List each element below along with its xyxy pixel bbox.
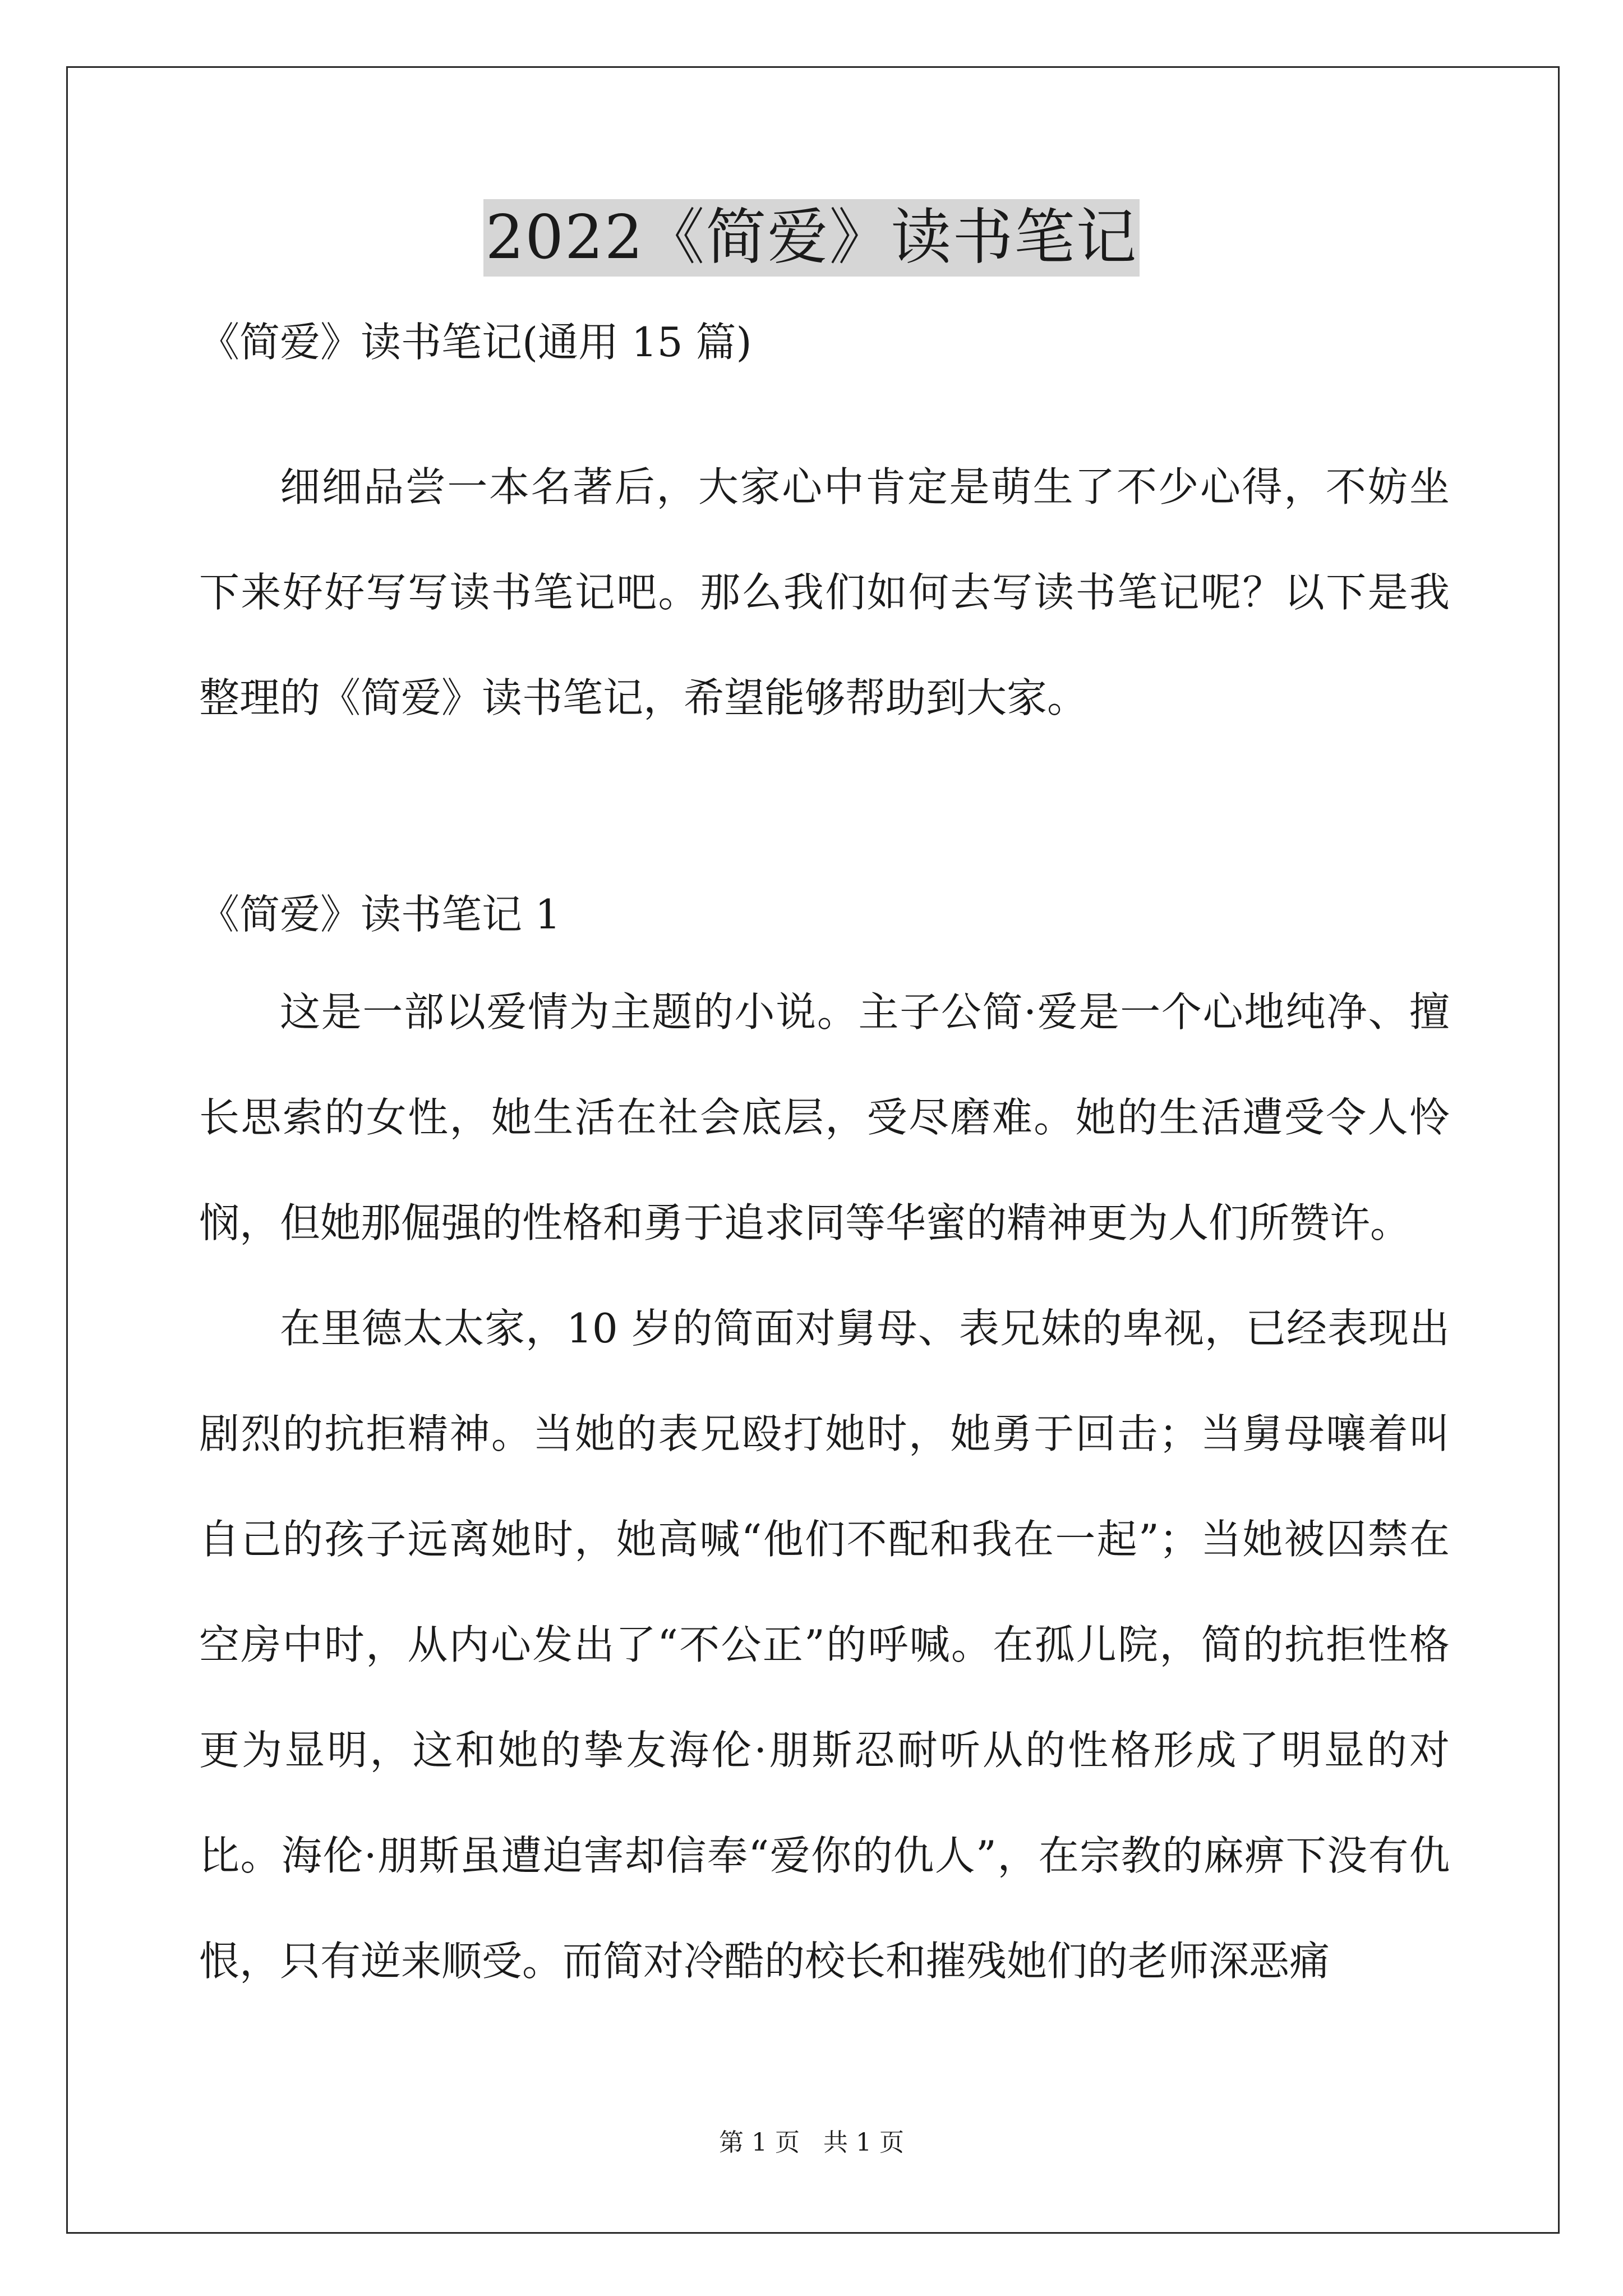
title-container — [0, 199, 1623, 277]
page-footer: 第 1 页 共 1 页 — [719, 2128, 904, 2157]
section-heading: 《简爱》读书笔记 1 — [199, 891, 561, 938]
intro-paragraph: 细细品尝一本名著后，大家心中肯定是萌生了不少心得，不妨坐下来好好写写读书笔记吧。那么我们如何去写读书笔记呢？以下是我整理的《简爱》读书笔记，希望能够帮助到大家。 — [199, 463, 1450, 721]
document-title: 2022《简爱》读书笔记 — [483, 199, 1140, 277]
body-paragraph: 这是一部以爱情为主题的小说。主子公简·爱是一个心地纯净、擅长思索的女性，她生活在社会底层，受尽磨难。她的生活遭受令人怜悯，但她那倔强的性格和勇于追求同等华蜜的精神更为人们所赞许。 — [199, 988, 1450, 1246]
document-subtitle: 《简爱》读书笔记(通用 15 篇) — [199, 319, 752, 366]
body-paragraph: 在里德太太家，10 岁的简面对舅母、表兄妹的卑视，已经表现出剧烈的抗拒精神。当她的表兄殴打她时，她勇于回击；当舅母嚷着叫自己的孩子远离她时，她高喊“他们不配和我在一起”；当她被囚禁在空房中时，从内心发出了“不公正”的呼喊。在孤儿院，简的抗拒性格更为显明，这和她的挚友海伦·朋斯忍耐听从的性格形成了明显的对比。海伦·朋斯虽遭迫害却信奉“爱你的仇人”，在宗教的麻痹下没有仇恨，只有逆来顺受。而简对冷酷的校长和摧残她们的老师深恶痛 — [199, 1305, 1450, 1985]
